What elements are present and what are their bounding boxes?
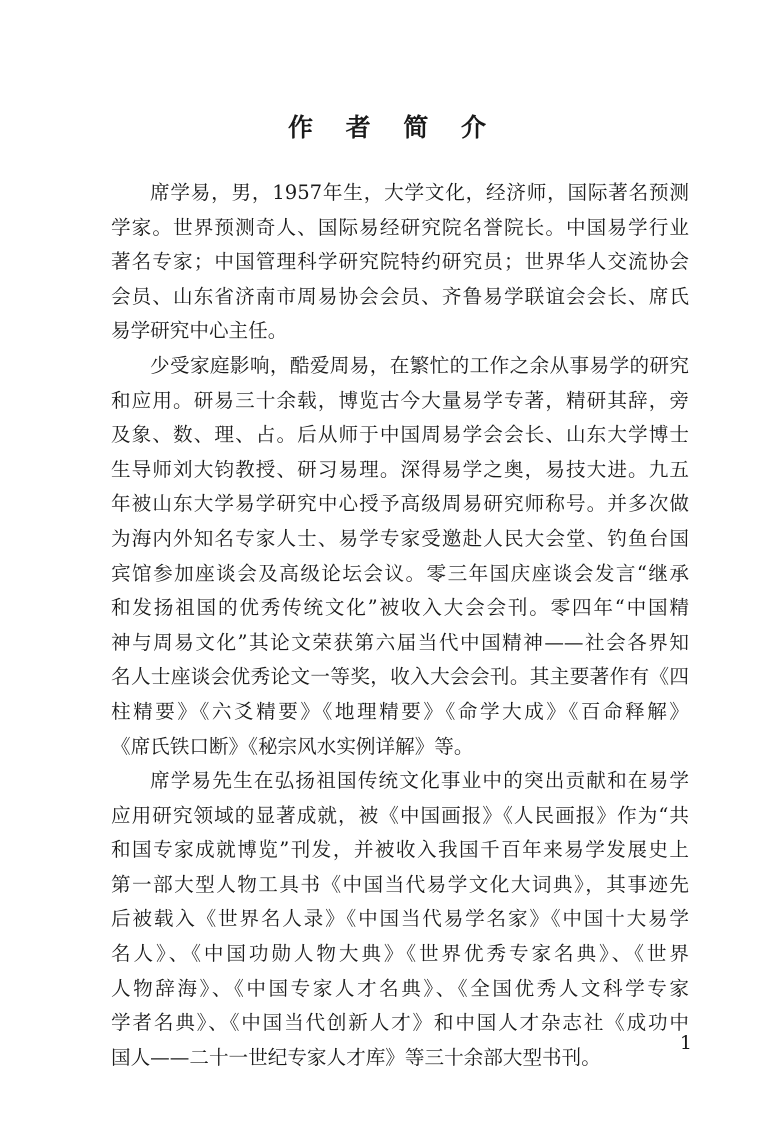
- text-line: 人物辞海》、《中国专家人才名典》、《全国优秀人文科学专家: [111, 976, 689, 1000]
- text-line: 宾馆参加座谈会及高级论坛会议。零三年国庆座谈会发言“继承: [111, 561, 689, 585]
- text-line: 生导师刘大钧教授、研习易理。深得易学之奥，易技大进。九五: [111, 457, 689, 481]
- text-line: 神与周易文化”其论文荣获第六届当代中国精神——社会各界知: [111, 630, 689, 654]
- text-line: 学者名典》、《中国当代创新人才》和中国人才杂志社《成功中: [111, 1011, 689, 1035]
- text-line: 少受家庭影响，酷爱周易，在繁忙的工作之余从事易学的研究: [150, 353, 689, 377]
- page-number: 1: [679, 1032, 692, 1054]
- text-line: 后被载入《世界名人录》《中国当代易学名家》《中国十大易学: [111, 907, 689, 931]
- text-line: 国人——二十一世纪专家人才库》等三十余部大型书刊。: [111, 1045, 601, 1069]
- text-line: 应用研究领域的显著成就，被《中国画报》《人民画报》作为“共: [111, 803, 689, 827]
- text-line: 为海内外知名专家人士、易学专家受邀赴人民大会堂、钓鱼台国: [111, 526, 689, 550]
- text-line: 和国专家成就博览”刊发，并被收入我国千百年来易学发展史上: [111, 838, 689, 862]
- text-line: 易学研究中心主任。: [111, 319, 288, 343]
- text-line: 《席氏铁口断》《秘宗风水实例详解》等。: [111, 734, 474, 758]
- text-line: 名人》、《中国功勋人物大典》《世界优秀专家名典》、《世界: [111, 942, 689, 966]
- text-line: 第一部大型人物工具书《中国当代易学文化大词典》，其事迹先: [111, 872, 689, 896]
- text-line: 著名专家；中国管理科学研究院特约研究员；世界华人交流协会: [111, 250, 689, 274]
- text-line: 席学易先生在弘扬祖国传统文化事业中的突出贡献和在易学: [150, 769, 689, 793]
- text-line: 及象、数、理、占。后从师于中国周易学会会长、山东大学博士: [111, 423, 689, 447]
- text-line: 年被山东大学易学研究中心授予高级周易研究师称号。并多次做: [111, 492, 689, 516]
- text-line: 和发扬祖国的优秀传统文化”被收入大会会刊。零四年“中国精: [111, 596, 689, 620]
- text-line: 和应用。研易三十余载，博览古今大量易学专著，精研其辞，旁: [111, 388, 689, 412]
- body-text: [111, 176, 689, 1075]
- text-line: 柱精要》《六爻精要》《地理精要》《命学大成》《百命释解》: [111, 699, 689, 723]
- text-line: 席学易，男，1957年生，大学文化，经济师，国际著名预测: [150, 181, 689, 204]
- text-line: 学家。世界预测奇人、国际易经研究院名誉院长。中国易学行业: [111, 215, 689, 239]
- text-line: 名人士座谈会优秀论文一等奖，收入大会会刊。其主要著作有《四: [111, 665, 689, 689]
- text-line: 会员、山东省济南市周易协会会员、齐鲁易学联谊会会长、席氏: [111, 284, 689, 308]
- page-title: 作 者 简 介: [287, 113, 499, 142]
